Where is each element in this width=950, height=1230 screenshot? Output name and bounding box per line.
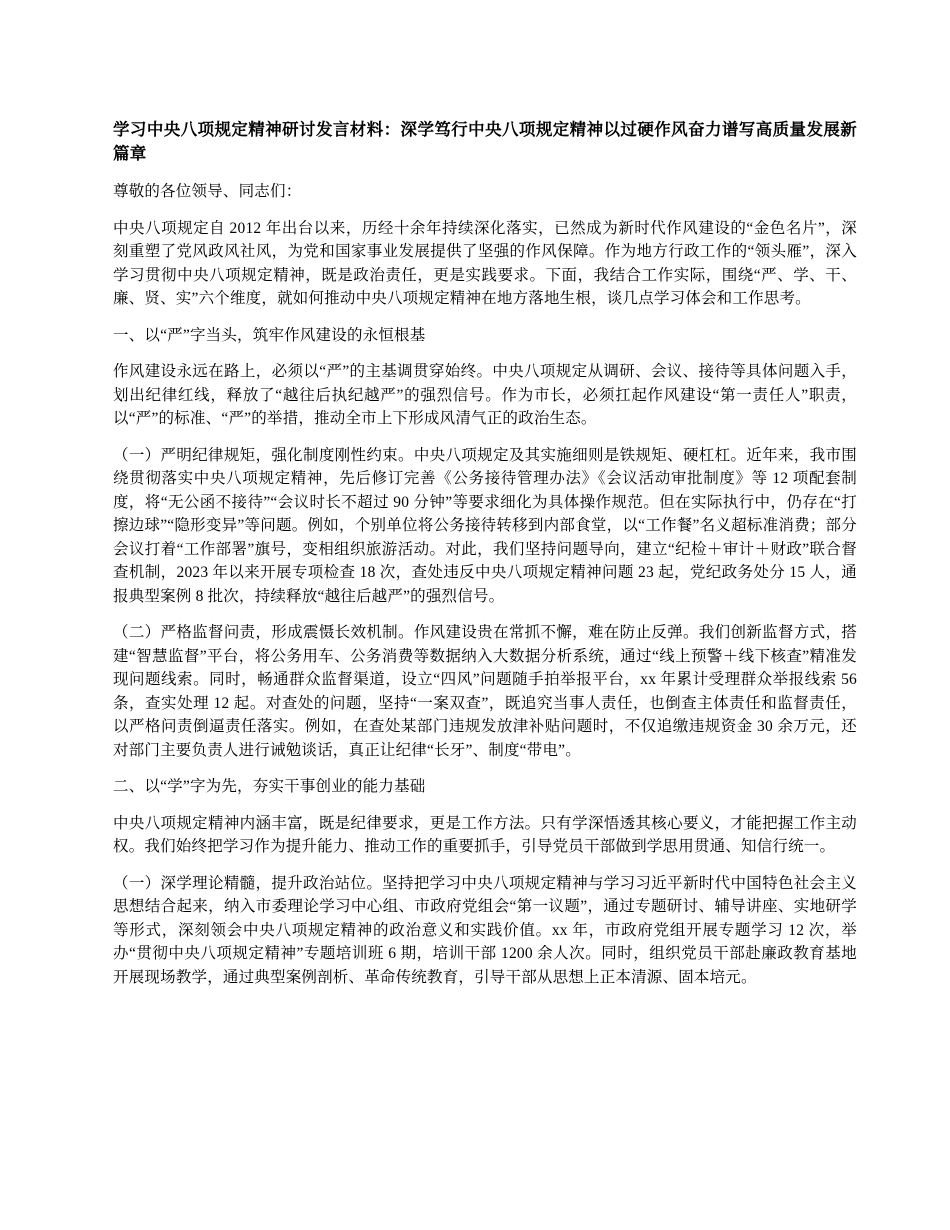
paragraph-section1-intro: 作风建设永远在路上，必须以“严”的主基调贯穿始终。中央八项规定从调研、会议、接待等具体问题入手，划出纪律红线，释放了“越往后执纪越严”的强烈信号。作为市长，必须扛起作风建设“第一责任人”职责，以“严”的标准、“严”的举措，推动全市上下形成风清气正的政治生态。	[113, 363, 857, 427]
document-content	[113, 118, 857, 989]
paragraph-section2-intro: 中央八项规定精神内涵丰富，既是纪律要求，更是工作方法。只有学深悟透其核心要义，才能把握工作主动权。我们始终把学习作为提升能力、推动工作的重要抓手，引导党员干部做到学思用贯通、知信行统一。	[113, 814, 857, 855]
document-title: 学习中央八项规定精神研讨发言材料：深学笃行中央八项规定精神以过硬作风奋力谱写高质量发展新篇章	[113, 120, 857, 163]
paragraph-section1-item2: （二）严格监督问责，形成震慑长效机制。作风建设贵在常抓不懈，难在防止反弹。我们创新监督方式，搭建“智慧监督”平台，将公务用车、公务消费等数据纳入大数据分析系统，通过“线上预警＋线下核查”精准发现问题线索。同时，畅通群众监督渠道，设立“四风”问题随手拍举报平台，xx 年累计受理群众举报线索 56 条，查实处理 12 起。对查处的问题，坚持“一案双查”，既追究当事人责任，也倒查主体责任和监督责任，以严格问责倒逼责任落实。例如，在查处某部门违规发放津补贴问题时，不仅追缴违规资金 30 余万元，还对部门主要负责人进行诫勉谈话，真正让纪律“长牙”、制度“带电”。	[113, 624, 857, 759]
section-heading-1: 一、以“严”字当头，筑牢作风建设的永恒根基	[113, 326, 426, 344]
salutation: 尊敬的各位领导、同志们：	[113, 183, 302, 200]
paragraph-intro: 中央八项规定自 2012 年出台以来，历经十余年持续深化落实，已然成为新时代作风建设的“金色名片”，深刻重塑了党风政风社风，为党和国家事业发展提供了坚强的作风保障。作为地方行政工作的“领头雁”，深入学习贯彻中央八项规定精神，既是政治责任，更是实践要求。下面，我结合工作实际，围绕“严、学、干、廉、贤、实”六个维度，就如何推动中央八项规定精神在地方落地生根，谈几点学习体会和工作思考。	[113, 219, 857, 307]
section-heading-2: 二、以“学”字为先，夯实干事创业的能力基础	[113, 778, 426, 795]
paragraph-section2-item1: （一）深学理论精髓，提升政治站位。坚持把学习中央八项规定精神与学习习近平新时代中国特色社会主义思想结合起来，纳入市委理论学习中心组、市政府党组会“第一议题”，通过专题研讨、辅导讲座、实地研学等形式，深刻领会中央八项规定精神的政治意义和实践价值。xx 年，市政府党组开展专题学习 12 次，举办“贯彻中央八项规定精神”专题培训班 6 期，培训干部 1200 余人次。同时，组织党员干部赴廉政教育基地开展现场教学，通过典型案例剖析、革命传统教育，引导干部从思想上正本清源、固本培元。	[113, 874, 857, 986]
paragraph-section1-item1: （一）严明纪律规矩，强化制度刚性约束。中央八项规定及其实施细则是铁规矩、硬杠杠。近年来，我市围绕贯彻落实中央八项规定精神，先后修订完善《公务接待管理办法》《会议活动审批制度》等 12 项配套制度，将“无公函不接待”“会议时长不超过 90 分钟”等要求细化为具体操作规范。但在实际执行中，仍存在“打擦边球”“隐形变异”等问题。例如，个别单位将公务接待转移到内部食堂，以“工作餐”名义超标准消费；部分会议打着“工作部署”旗号，变相组织旅游活动。对此，我们坚持问题导向，建立“纪检＋审计＋财政”联合督查机制，2023 年以来开展专项检查 18 次，查处违反中央八项规定精神问题 23 起，党纪政务处分 15 人，通报典型案例 8 批次，持续释放“越往后越严”的强烈信号。	[113, 446, 857, 605]
